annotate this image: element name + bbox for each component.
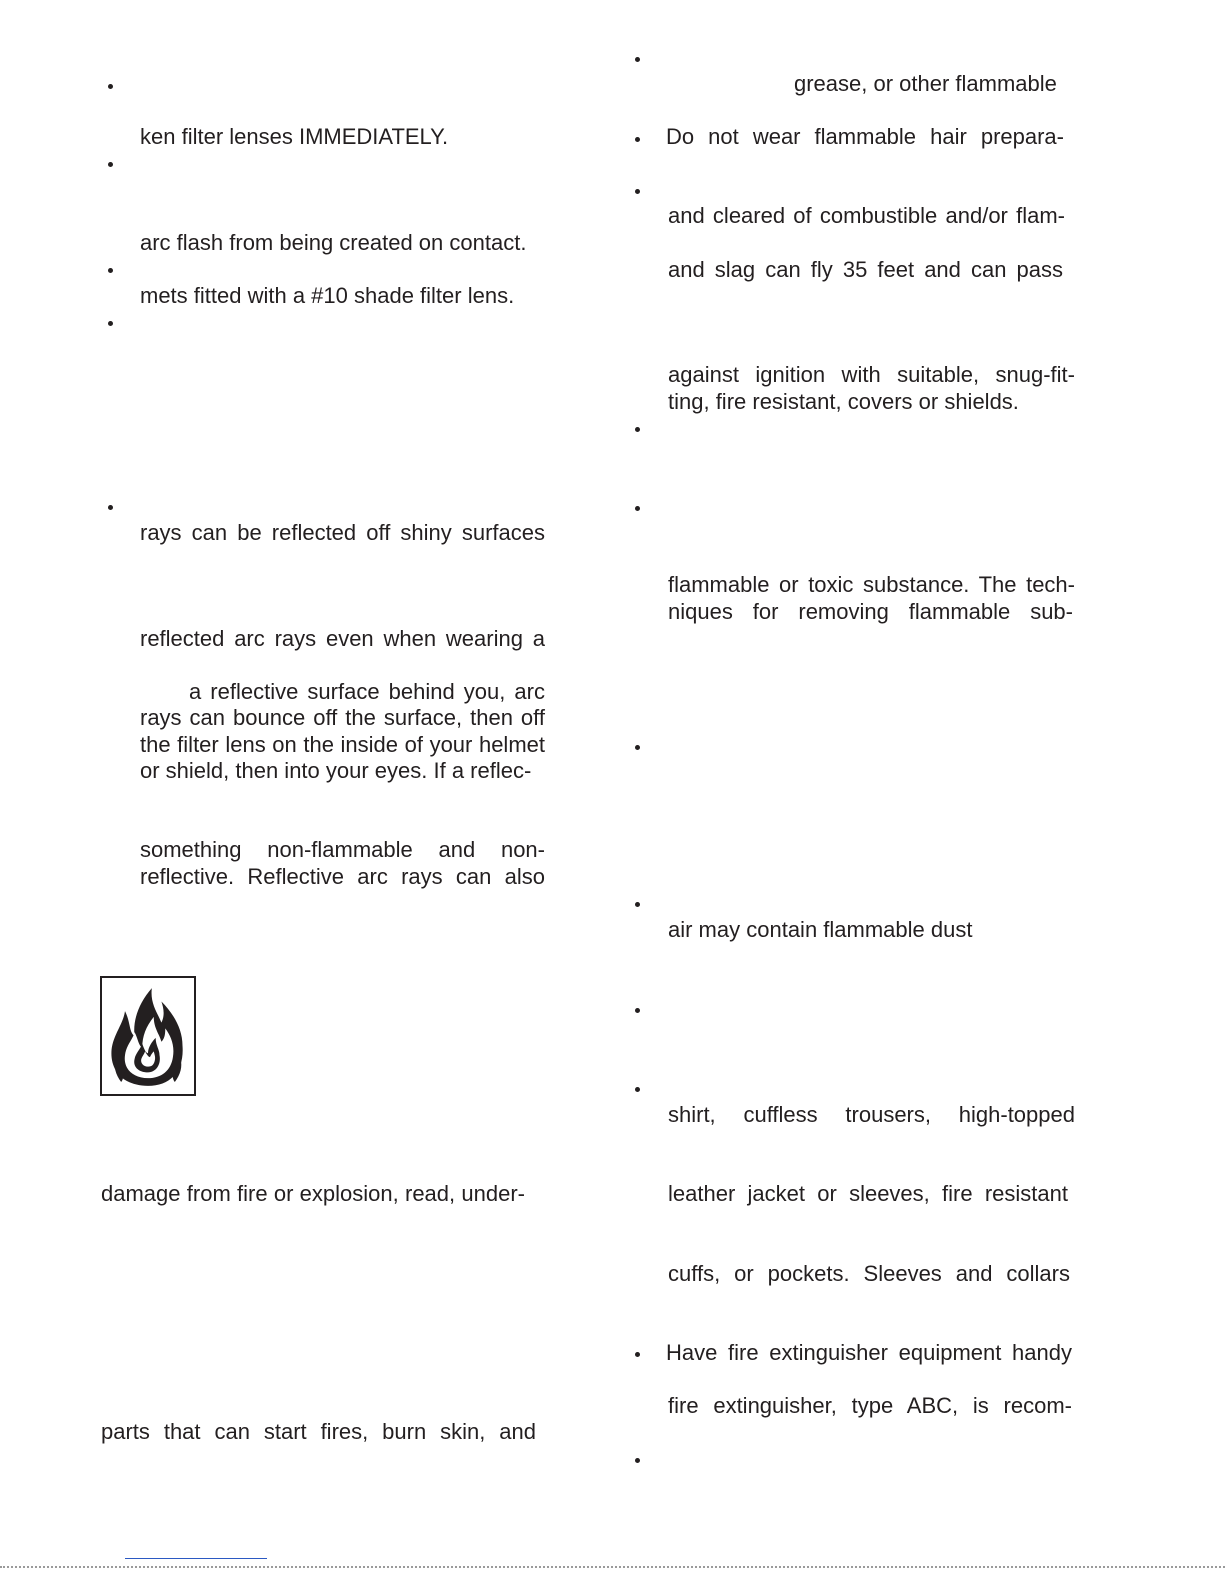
footer-link-underline[interactable] xyxy=(125,1558,267,1559)
left-text-line: rays can be reflected off shiny surfaces xyxy=(140,520,545,545)
right-text-line: air may contain flammable dust xyxy=(668,917,973,942)
right-text-line: ting, fire resistant, covers or shields. xyxy=(668,389,1019,414)
bullet xyxy=(108,321,113,326)
bullet xyxy=(635,1458,640,1463)
left-text-line: something non-flammable and non- xyxy=(140,837,545,862)
left-text-line: or shield, then into your eyes. If a reflec- xyxy=(140,758,532,783)
bullet xyxy=(635,1087,640,1092)
left-text-line: parts that can start fires, burn skin, and xyxy=(101,1419,536,1444)
right-text-line: against ignition with suitable, snug-fit- xyxy=(668,362,1075,387)
left-text-line: mets fitted with a #10 shade filter lens. xyxy=(140,283,515,308)
bullet xyxy=(635,1008,640,1013)
right-text-line: shirt, cuffless trousers, high-topped xyxy=(668,1102,1075,1127)
left-text-line: arc flash from being created on contact. xyxy=(140,230,527,255)
left-text-line: reflected arc rays even when wearing a xyxy=(140,626,545,651)
bullet xyxy=(635,137,640,142)
bullet xyxy=(635,189,640,194)
left-text-line: rays can bounce off the surface, then off xyxy=(140,705,545,730)
left-text-line: reflective. Reflective arc rays can also xyxy=(140,864,545,889)
right-text-line: Have fire extinguisher equipment handy xyxy=(666,1340,1072,1365)
bullet xyxy=(635,57,640,62)
right-text-line: fire extinguisher, type ABC, is recom- xyxy=(668,1393,1072,1418)
right-text-line: cuffs, or pockets. Sleeves and collars xyxy=(668,1261,1070,1286)
bullet xyxy=(108,84,113,89)
bullet xyxy=(635,745,640,750)
right-text-line: niques for removing flammable sub- xyxy=(668,599,1073,624)
left-text-line: damage from fire or explosion, read, under- xyxy=(101,1181,525,1206)
bullet xyxy=(635,427,640,432)
left-text-line: a reflective surface behind you, arc xyxy=(189,679,545,704)
bullet xyxy=(108,162,113,167)
bullet xyxy=(635,1352,640,1357)
right-text-line: grease, or other flammable xyxy=(794,71,1057,96)
left-text-line: ken filter lenses IMMEDIATELY. xyxy=(140,124,449,149)
right-text-line: flammable or toxic substance. The tech- xyxy=(668,572,1075,597)
bullet xyxy=(108,268,113,273)
fire-hazard-icon xyxy=(100,976,196,1096)
footer-divider xyxy=(0,1566,1225,1568)
right-text-line: and cleared of combustible and/or flam- xyxy=(668,203,1065,228)
bullet xyxy=(108,505,113,510)
bullet xyxy=(635,506,640,511)
bullet xyxy=(635,902,640,907)
right-text-line: leather jacket or sleeves, fire resistant xyxy=(668,1181,1068,1206)
left-text-line: the filter lens on the inside of your helmet xyxy=(140,732,545,757)
right-text-line: and slag can fly 35 feet and can pass xyxy=(668,257,1063,282)
right-text-line: Do not wear flammable hair prepara- xyxy=(666,124,1064,149)
